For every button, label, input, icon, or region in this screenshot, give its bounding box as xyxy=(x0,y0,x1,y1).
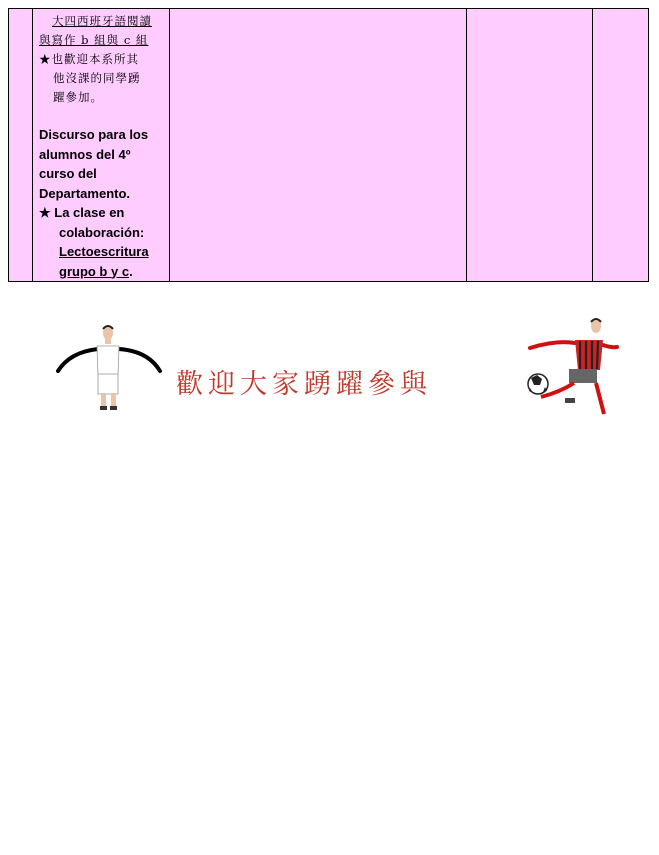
es-line-1: Discurso para los xyxy=(39,127,149,142)
table-row xyxy=(9,9,649,282)
es-line-4: Departamento. xyxy=(39,185,131,201)
table-cell-description xyxy=(33,9,170,282)
zh-line-3: ★也歡迎本系所其 xyxy=(39,52,139,66)
schedule-table xyxy=(8,8,649,282)
table-cell-empty-4 xyxy=(593,9,649,282)
table-cell-empty-2 xyxy=(170,9,467,282)
es-line-7: Lectoescritura xyxy=(59,244,149,259)
es-line-8 xyxy=(39,262,169,282)
welcome-banner-text: 歡迎大家踴躍參與 xyxy=(176,369,432,400)
right-player-figure xyxy=(528,319,617,414)
table-cell-empty-3 xyxy=(467,9,593,282)
left-player-figure xyxy=(58,326,160,410)
zh-line-1: 大四西班牙語閱讀 xyxy=(52,14,152,28)
zh-line-4: 他沒課的同學踴 xyxy=(53,71,141,85)
table-cell-empty-1 xyxy=(9,9,33,282)
es-line-6: colaboración: xyxy=(59,224,145,240)
es-line-8-period: . xyxy=(129,263,133,279)
zh-line-2: 與寫作 b 組與 c 組 xyxy=(39,33,149,47)
es-line-8-text: grupo b y c xyxy=(59,263,130,279)
es-line-5: ★ La clase en xyxy=(39,205,125,220)
zh-line-5: 躍參加。 xyxy=(53,90,103,104)
es-line-3: curso del xyxy=(39,166,97,181)
es-line-2: alumnos del 4º xyxy=(39,146,131,162)
